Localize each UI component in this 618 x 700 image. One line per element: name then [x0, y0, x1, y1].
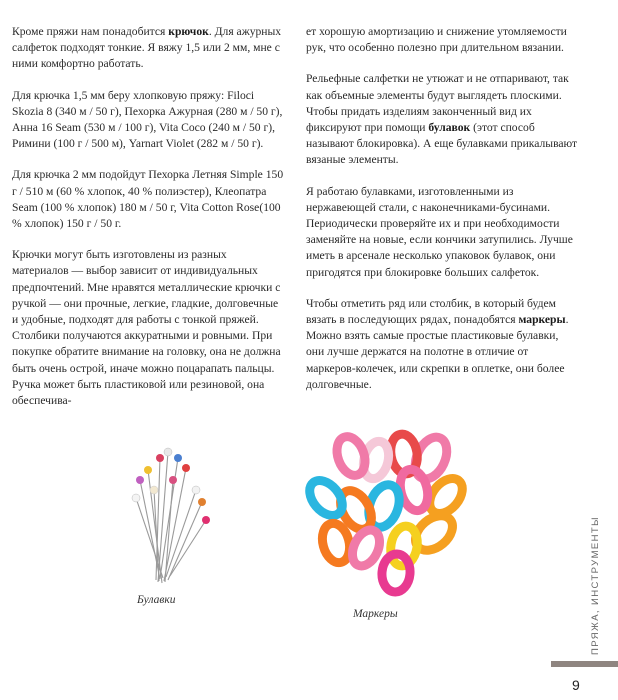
paragraph-pins-blocking: Рельефные салфетки не утюжат и не отпаривают, так как объемные элементы будут выглядеть плоскими. Чтобы придать изделиям законченный вид их фиксируют при помощи булавок (этот способ называют блокировка). А еще булавками прикалывают вязаные элементы. [306, 72, 578, 167]
paragraph-yarn-2mm: Для крючка 2 мм подойдут Пехорка Летняя Simple 150 г / 510 м (60 % хлопок, 40 % полиэстер), Клеопатра Seam (100 % хлопок) 180 м / 50 г, Vita Cotton Rose(100 % хлопок) 150 г / 50 г. [12, 168, 284, 231]
page-number: 9 [572, 677, 580, 693]
paragraph-yarn-1-5mm: Для крючка 1,5 мм беру хлопковую пряжу: Filoci Skozia 8 (340 м / 50 г), Пехорка Ажурная (280 м / 50 г), Анна 16 Seam (530 м / 100 г), Vita Coco (240 м / 50 г), Римини (100 г / 500 м), Yarnart Violet (282 м / 50 г). [12, 88, 283, 151]
paragraph-hook-materials: Крючки могут быть изготовлены из разных материалов — выбор зависит от индивидуальных предпочтений. Мне нравятся металлические крючки с ручкой — они прочные, легкие, гладкие, долговечные и удобные, подходят для работы с тонкой пряжей. Столбики получаются аккуратными и ровными. При покупке обратите внимание на головку, она не должна быть очень острой, иначе можно поцарапать пальцы. Ручка может быть пластиковой или резиновой, она обеспечива- [12, 248, 281, 408]
left-column [12, 24, 284, 424]
pins-caption: Булавки [137, 594, 176, 606]
section-side-label: ПРЯЖА, ИНСТРУМЕНТЫ [590, 516, 601, 655]
pins-illustration [118, 440, 228, 590]
markers-illustration [296, 428, 476, 598]
markers-photo [296, 428, 476, 598]
markers-caption: Маркеры [353, 608, 398, 620]
right-column [306, 24, 578, 408]
footer-rule [551, 661, 618, 667]
paragraph-markers: Чтобы отметить ряд или столбик, в который будем вязать в последующих рядах, понадобятся маркеры. Можно взять самые простые пластиковые булавки, они лучше держатся на полотне в отличие от маркеров-колечек, или скрепки в оплетке, они более долговечные. [306, 296, 569, 391]
paragraph-steel-pins: Я работаю булавками, изготовленными из нержавеющей стали, с наконечниками-бусинами. Периодически проверяйте их и при необходимости заменяйте на новые, если кончики затупились. Лучше иметь в арсенале несколько упаковок булавок, они пригодятся при блокировке больших салфеток. [306, 184, 573, 279]
paragraph-hook-intro: Кроме пряжи нам понадобится крючок. Для ажурных салфеток подходят тонкие. Я вяжу 1,5 или 2 мм, мне с ними комфортно работать. [12, 25, 282, 71]
paragraph-handle-continuation: ет хорошую амортизацию и снижение утомляемости рук, что особенно полезно при длительном вязании. [306, 25, 567, 55]
pins-photo [118, 440, 228, 590]
